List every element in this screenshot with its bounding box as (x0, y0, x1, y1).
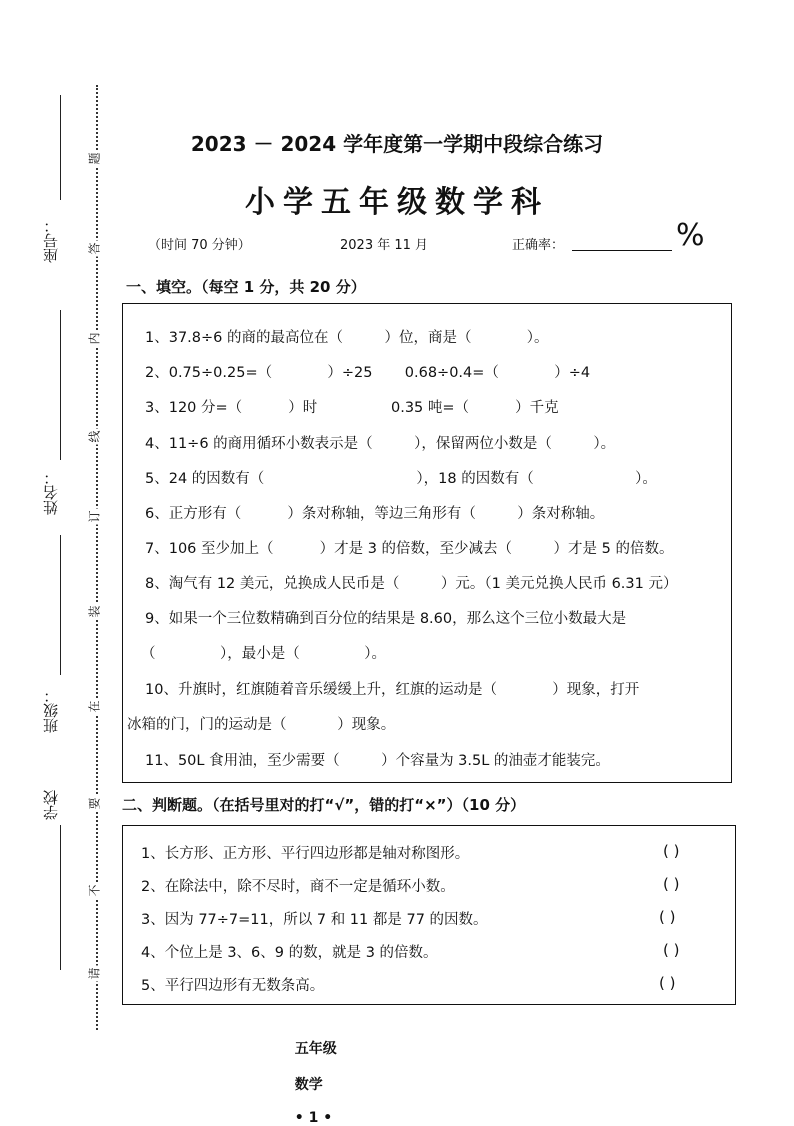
answer-paren-2[interactable]: ( ) (663, 875, 680, 893)
school-line (60, 825, 61, 970)
binding-char: 答 (87, 242, 102, 255)
section1-heading: 一、填空。（每空 1 分，共 20 分） (126, 278, 366, 296)
answer-paren-5[interactable]: ( ) (659, 974, 676, 992)
page-number: • 1 • (294, 1110, 333, 1126)
page-footer (285, 1022, 337, 1126)
judge-item-5: 5、平行四边形有无数条高。 (141, 978, 325, 994)
judge-item-3: 3、因为 77÷7=11，所以 7 和 11 都是 77 的因数。 (141, 912, 488, 928)
true-false-box (122, 825, 736, 1005)
question-4: 4、11÷6 的商用循环小数表示是（ ），保留两位小数是（ ）。 (145, 436, 616, 452)
judge-item-4: 4、个位上是 3、6、9 的数，就是 3 的倍数。 (141, 945, 438, 961)
judge-item-2: 2、在除法中，除不尽时，商不一定是循环小数。 (141, 879, 455, 895)
footer-subject: 数学 (294, 1077, 323, 1093)
binding-char: 请 (87, 967, 102, 980)
section2-heading: 二、判断题。（在括号里对的打“√”，错的打“×”）（10 分） (122, 796, 526, 814)
percent-sign: % (676, 218, 705, 253)
answer-paren-4[interactable]: ( ) (663, 941, 680, 959)
question-6: 6、正方形有（ ）条对称轴，等边三角形有（ ）条对称轴。 (145, 506, 605, 522)
binding-char: 题 (87, 152, 102, 165)
binding-char: 在 (87, 700, 102, 713)
exam-date: 2023 年 11 月 (340, 238, 429, 253)
seat-label: 座号： (42, 218, 60, 263)
question-10: 10、升旗时，红旗随着音乐缓缓上升，红旗的运动是（ ）现象，打开 (145, 682, 640, 698)
answer-paren-1[interactable]: ( ) (663, 842, 680, 860)
question-3: 3、120 分=（ ）时 0.35 吨=（ ）千克 (145, 400, 559, 416)
binding-char: 线 (87, 430, 102, 443)
exam-subtitle: 小学五年级数学科 (245, 185, 549, 220)
exam-title: 2023 － 2024 学年度第一学期中段综合练习 (190, 132, 604, 156)
answer-paren-3[interactable]: ( ) (659, 908, 676, 926)
exam-time: （时间 70 分钟） (148, 238, 251, 253)
question-9: 9、如果一个三位数精确到百分位的结果是 8.60，那么这个三位小数最大是 (145, 611, 627, 627)
class-line (60, 535, 61, 675)
question-7: 7、106 至少加上（ ）才是 3 的倍数，至少减去（ ）才是 5 的倍数。 (145, 541, 674, 557)
name-line (60, 310, 61, 460)
question-1: 1、37.8÷6 的商的最高位在（ ）位，商是（ ）。 (145, 330, 549, 346)
judge-item-1: 1、长方形、正方形、平行四边形都是轴对称图形。 (141, 846, 470, 862)
question-8: 8、淘气有 12 美元，兑换成人民币是（ ）元。（1 美元兑换人民币 6.31 元） (145, 576, 678, 592)
fill-blank-box (122, 303, 732, 783)
name-label: 姓名： (42, 470, 60, 515)
question-5: 5、24 的因数有（ ），18 的因数有（ ）。 (145, 471, 657, 487)
class-label: 班级： (42, 688, 60, 733)
binding-char: 内 (87, 332, 102, 345)
question-2: 2、0.75÷0.25=（ ）÷25 0.68÷0.4=（ ）÷4 (145, 365, 591, 381)
footer-grade: 五年级 (294, 1041, 337, 1057)
question-9-cont: （ ），最小是（ ）。 (141, 646, 387, 662)
binding-char: 装 (87, 605, 102, 618)
school-label: 学校 (42, 790, 60, 820)
binding-char: 要 (87, 797, 102, 810)
accuracy-blank[interactable] (572, 250, 672, 251)
binding-char: 订 (87, 510, 102, 523)
accuracy-label: 正确率： (512, 238, 565, 253)
question-10-cont: 冰箱的门，门的运动是（ ）现象。 (127, 717, 396, 733)
binding-char: 不 (87, 884, 102, 897)
question-11: 11、50L 食用油，至少需要（ ）个容量为 3.5L 的油壶才能装完。 (145, 753, 610, 769)
